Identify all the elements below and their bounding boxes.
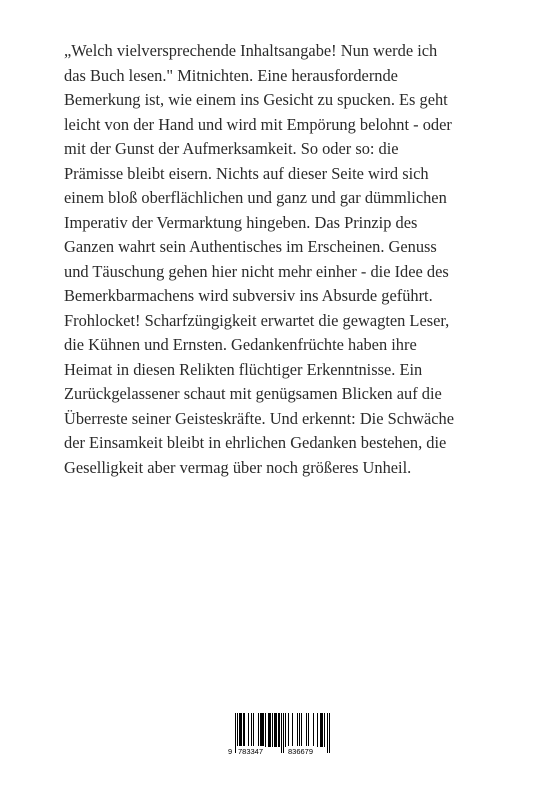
blurb-line: Geselligkeit aber vermag über noch größeres Unheil. (64, 457, 412, 477)
barcode-bar (324, 713, 325, 747)
barcode-bar (306, 713, 307, 747)
barcode-bar (240, 713, 241, 747)
barcode-bar (292, 713, 293, 747)
blurb-line: Bemerkung ist, wie einem ins Gesicht zu spucken. Es geht (64, 90, 448, 109)
blurb-line: Imperativ der Vermarktung hingeben. Das Prinzip des (64, 212, 418, 232)
blurb-line: Bemerkbarmachens wird subversiv ins Absurde geführt. (64, 286, 433, 305)
barcode-bar (276, 713, 277, 747)
barcode-bar (253, 713, 254, 747)
barcode-bar (270, 713, 271, 747)
barcode-bar (308, 713, 309, 747)
barcode-bar (261, 713, 262, 747)
barcode-bar (301, 713, 302, 747)
barcode-bar (244, 713, 245, 747)
barcode-bar (299, 713, 300, 747)
barcode-bar (275, 713, 276, 747)
barcode-bar (320, 713, 321, 747)
barcode-bar (288, 713, 289, 747)
blurb-line: Ganzen wahrt sein Authentisches im Erscheinen. Genuss (64, 237, 437, 256)
blurb-text (64, 39, 504, 480)
barcode-digits (227, 746, 333, 758)
barcode-bar (272, 713, 273, 747)
barcode-bar (248, 713, 249, 747)
barcode-bar (265, 713, 266, 747)
blurb-line: Überreste seiner Geisteskräfte. Und erkennt: Die Schwäche (64, 408, 455, 428)
barcode-bar (241, 713, 242, 747)
barcode-bar (278, 713, 279, 747)
blurb-line: Prämisse bleibt eisern. Nichts auf dieser Seite wird sich (64, 163, 429, 183)
barcode-bar (279, 713, 280, 747)
barcode-bar (251, 713, 252, 747)
barcode-left-group: 783347 (238, 747, 264, 756)
barcode-first-digit: 9 (228, 747, 233, 756)
blurb-line: die Kühnen und Ernsten. Gedankenfrüchte haben ihre (64, 335, 417, 354)
blurb-line: einem bloß oberflächlichen und ganz und gar dümmlichen (64, 188, 447, 207)
blurb-line: Heimat in diesen Relikten flüchtiger Erkenntnisse. Ein (64, 359, 423, 379)
barcode-bar (243, 713, 244, 747)
blurb-line: das Buch lesen." Mitnichten. Eine herausfordernde (64, 65, 398, 85)
barcode-bar (260, 713, 261, 747)
barcode-bar (321, 713, 322, 747)
blurb-line: Zurückgelassener schaut mit genügsamen Blicken auf die (64, 384, 442, 403)
barcode-bar (263, 713, 264, 747)
barcode-bar (274, 713, 275, 747)
barcode-bar (322, 713, 323, 747)
barcode-bar (262, 713, 263, 747)
barcode-right-group: 836679 (288, 747, 314, 756)
barcode-bar (313, 713, 314, 747)
blurb-line: mit der Gunst der Aufmerksamkeit. So oder so: die (64, 139, 399, 158)
blurb-line: „Welch vielversprechende Inhaltsangabe! Nun werde ich (64, 41, 438, 60)
blurb-line: und Täuschung gehen hier nicht mehr einher - die Idee des (64, 261, 449, 281)
barcode-bar (317, 713, 318, 747)
barcode-bar (285, 713, 286, 747)
barcode-bar (297, 713, 298, 747)
blurb-line: Frohlocket! Scharfzüngigkeit erwartet die gewagten Leser, (64, 310, 450, 330)
barcode-bar (239, 713, 240, 747)
blurb-line: der Einsamkeit bleibt in ehrlichen Gedanken bestehen, die (64, 433, 447, 452)
barcode-bar (258, 713, 259, 747)
blurb-line: leicht von der Hand und wird mit Empörung belohnt - oder (64, 114, 452, 134)
barcode-bar (269, 713, 270, 747)
barcode-bar (268, 713, 269, 747)
